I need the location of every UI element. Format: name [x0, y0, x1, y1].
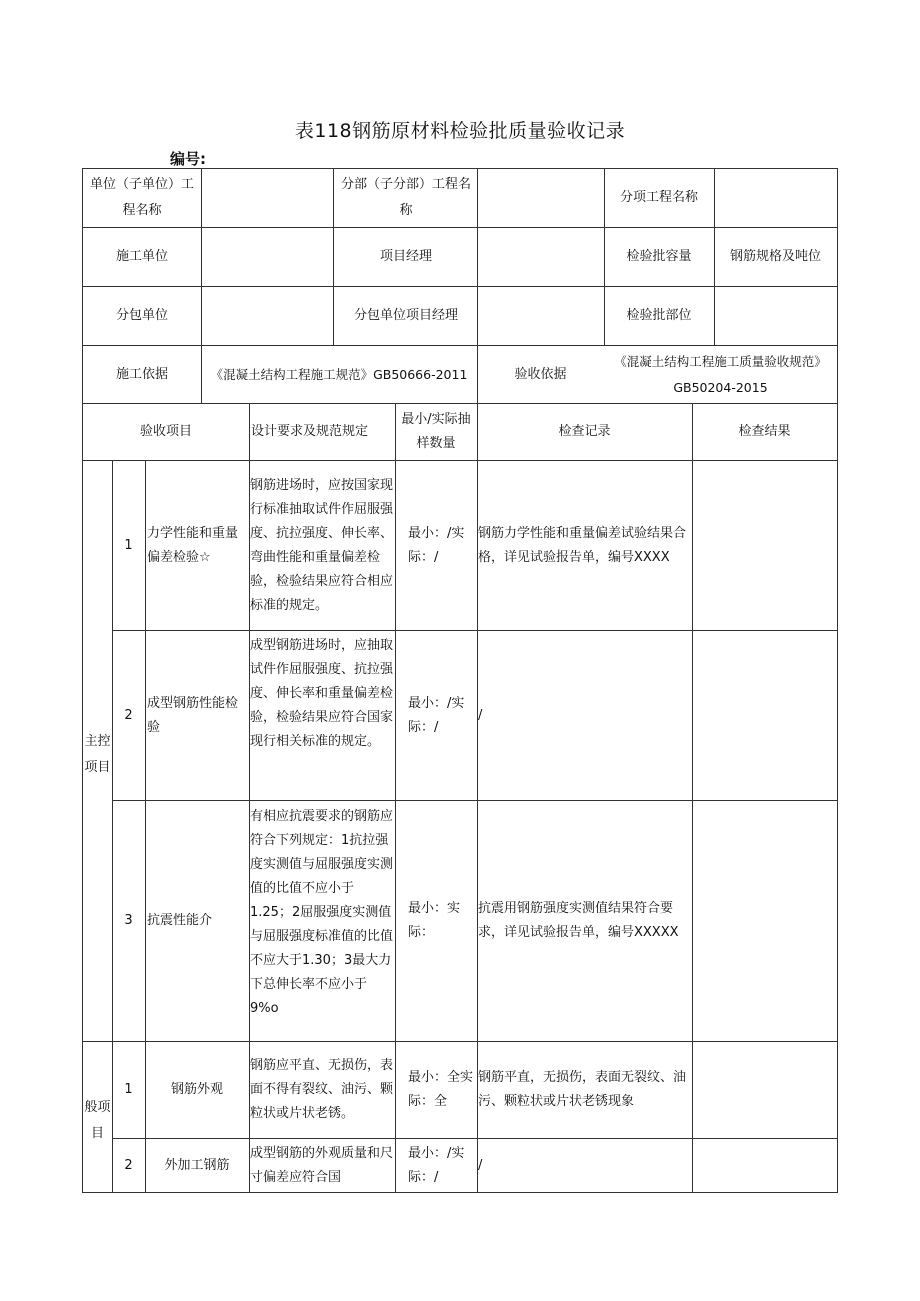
builder-label: 施工单位 — [115, 249, 168, 264]
capacity-value: 钢筋规格及吨位 — [729, 249, 821, 264]
pm-label: 项目经理 — [379, 249, 432, 264]
accept-basis-label-cell — [478, 346, 603, 403]
row-name: 抗震性能介 — [147, 913, 213, 928]
row-sample: 最小：实际： — [408, 901, 461, 940]
col-item: 验收项目 — [139, 424, 192, 439]
row-no: 1 — [124, 1082, 133, 1097]
page-title: 表118钢筋原材料检验批质量验收记录 — [294, 120, 626, 142]
row-name: 力学性能和重量偏差检验☆ — [147, 525, 239, 565]
row-result[interactable] — [693, 631, 836, 800]
item-label-cell — [605, 169, 713, 227]
unit-label-cell — [84, 169, 200, 227]
unit-label: 单位（子单位）工程名称 — [89, 177, 194, 218]
item-value-cell[interactable] — [715, 169, 836, 227]
col-record: 检查记录 — [558, 424, 611, 439]
builder-label-cell — [84, 228, 200, 286]
part-value-cell[interactable] — [715, 287, 836, 345]
main-group-label: 主控项目 — [84, 734, 111, 775]
row-no: 2 — [124, 1157, 133, 1173]
pm-value-cell[interactable] — [478, 228, 603, 286]
row-no: 1 — [124, 537, 133, 553]
row-design: 钢筋应平直、无损伤，表面不得有裂纹、油污、颗粒状或片状老锈。 — [250, 1058, 394, 1121]
part-label: 检验批部位 — [626, 308, 692, 323]
accept-basis-value: 《混凝土结构工程施工质量验收规范》GB50204-2015 — [614, 353, 827, 395]
row-name: 钢筋外观 — [170, 1082, 223, 1097]
basis-label: 施工依据 — [115, 366, 168, 382]
accept-basis-label: 验收依据 — [514, 366, 567, 382]
general-group-label: 般项目 — [84, 1100, 111, 1141]
row-result[interactable] — [693, 1139, 836, 1192]
sub-value-cell[interactable] — [478, 169, 603, 227]
subcontractor-label-cell — [84, 287, 200, 345]
sub-pm-label: 分包单位项目经理 — [353, 308, 458, 323]
col-result: 检查结果 — [738, 424, 791, 439]
subcontractor-label: 分包单位 — [115, 308, 168, 323]
row-no: 2 — [124, 707, 133, 723]
row-sample: 最小：/实际：/ — [408, 525, 465, 565]
row-record[interactable]: / — [478, 1157, 483, 1173]
row-sample: 最小：/实际：/ — [408, 1145, 465, 1185]
capacity-label: 检验批容量 — [626, 249, 692, 264]
row-record[interactable]: 抗震用钢筋强度实测值结果符合要求，详见试验报告单，编号XXXXX — [478, 901, 679, 940]
item-label: 分项工程名称 — [619, 190, 698, 205]
pm-label-cell — [336, 228, 476, 286]
row-sample: 最小：全实际：全 — [408, 1070, 474, 1109]
basis-label-cell — [84, 346, 200, 403]
row-result[interactable] — [693, 1042, 836, 1138]
row-record[interactable]: 钢筋力学性能和重量偏差试验结果合格，详见试验报告单，编号XXXX — [478, 525, 687, 565]
row-no: 3 — [124, 913, 133, 928]
row-design: 成型钢筋进场时，应抽取试件作屈服强度、抗拉强度、伸长率和重量偏差检验，检验结果应符合国家现行相关标准的规定。 — [250, 638, 394, 749]
sub-pm-value-cell[interactable] — [478, 287, 603, 345]
row-name: 成型钢筋性能检验 — [147, 695, 239, 735]
basis-value: 《混凝土结构工程施工规范》GB50666-2011 — [210, 366, 468, 382]
part-label-cell — [605, 287, 713, 345]
row-record[interactable]: / — [478, 707, 483, 723]
sub-pm-label-cell — [350, 287, 462, 345]
sub-label-cell — [336, 169, 476, 227]
row-design: 钢筋进场时，应按国家现行标准抽取试件作屈服强度、抗拉强度、伸长率、弯曲性能和重量偏差检验，检验结果应符合相应标准的规定。 — [250, 477, 394, 613]
row-design: 有相应抗震要求的钢筋应符合下列规定：1抗拉强度实测值与屈服强度实测值的比值不应小于1.25；2屈服强度实测值与屈服强度标准值的比值不应大于1.30；3最大力下总伸长率不应小于9%o — [250, 809, 394, 1016]
row-design: 成型钢筋的外观质量和尺寸偏差应符合国 — [250, 1145, 394, 1185]
subcontractor-value-cell[interactable] — [202, 287, 332, 345]
code-label: 编号: — [170, 150, 206, 168]
row-result[interactable] — [693, 801, 836, 1041]
builder-value-cell[interactable] — [202, 228, 332, 286]
row-record[interactable]: 钢筋平直，无损伤，表面无裂纹、油污、颗粒状或片状老锈现象 — [478, 1070, 687, 1109]
basis-value-cell — [202, 346, 476, 403]
row-result[interactable] — [693, 461, 836, 630]
sub-label: 分部（子分部）工程名称 — [340, 177, 471, 218]
col-design: 设计要求及规范规定 — [251, 424, 369, 439]
row-name: 外加工钢筋 — [164, 1157, 230, 1173]
capacity-value-cell[interactable] — [715, 228, 836, 286]
row-sample: 最小：/实际：/ — [408, 695, 465, 735]
unit-value-cell[interactable] — [202, 169, 332, 227]
accept-basis-value-cell — [605, 346, 836, 403]
capacity-label-cell — [605, 228, 713, 286]
col-sample: 最小/实际抽样数量 — [401, 412, 471, 451]
